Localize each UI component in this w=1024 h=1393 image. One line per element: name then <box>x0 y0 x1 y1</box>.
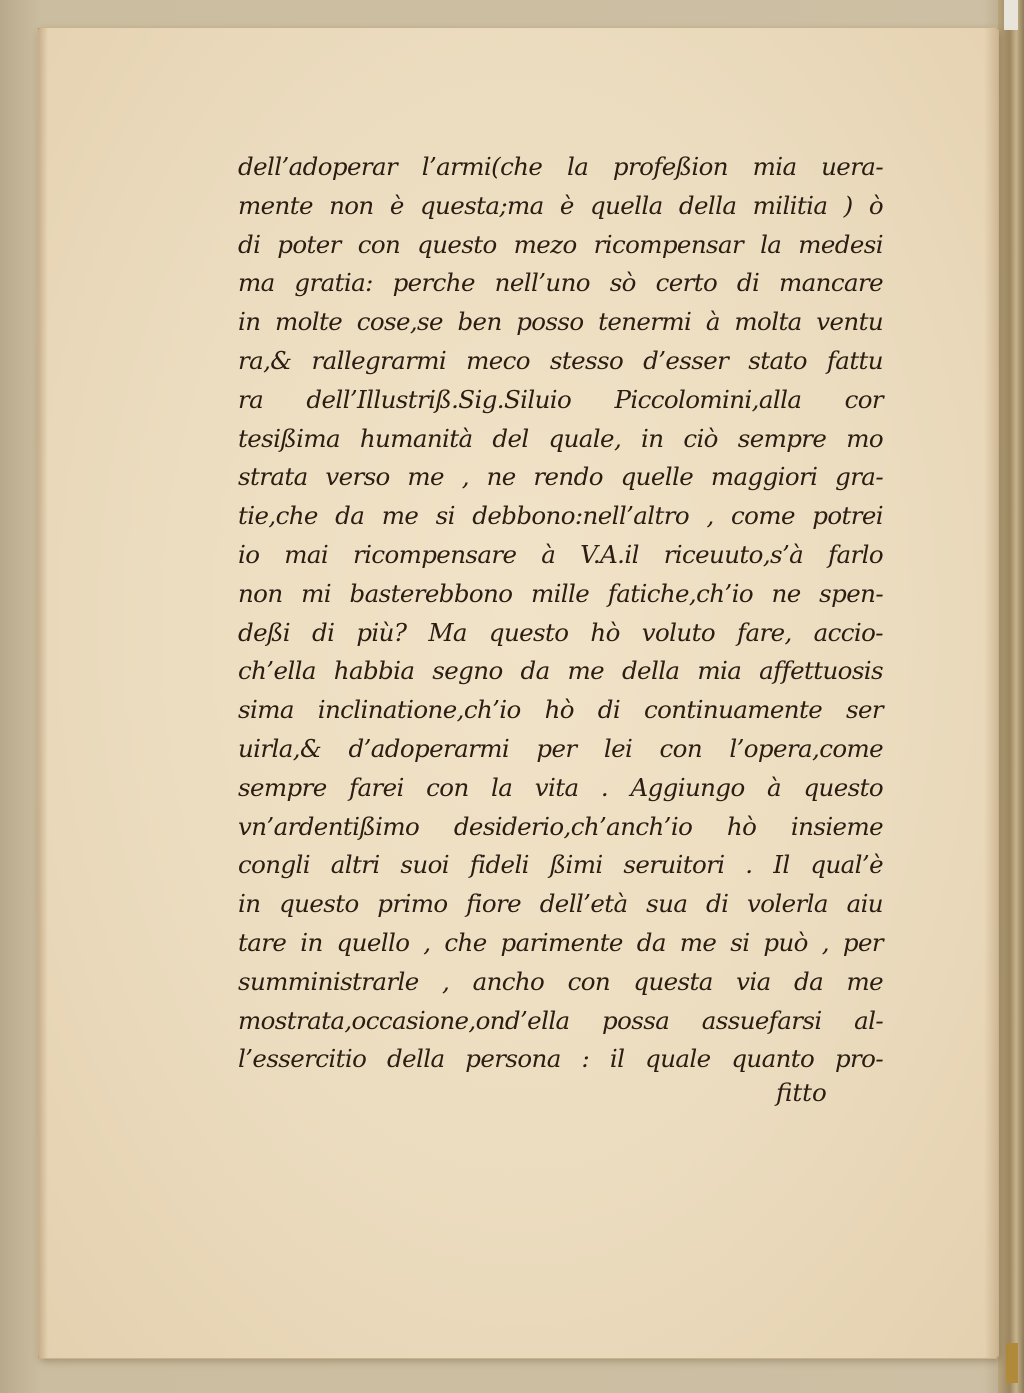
text-line: dell’adoperar l’armi(che la profeßion mia uera- <box>238 152 883 181</box>
text-line: tare in quello , che parimente da me si può , per <box>238 927 883 957</box>
book-page <box>38 28 998 1358</box>
text-line: tesißima humanità del quale, in ciò sempre mo <box>238 423 883 453</box>
text-line: ma gratia: perche nell’uno sò certo di mancare <box>238 268 883 298</box>
text-line: congli altri suoi fideli ßimi seruitori . Il qual’è <box>238 850 883 880</box>
text-line: io mai ricompensare à V.A.il riceuuto,s’à farlo <box>238 539 883 569</box>
text-line: ra dell’Illustriß.Sig.Siluio Piccolomini,alla cor <box>238 384 883 414</box>
text-line: in molte cose,se ben posso tenermi à molta ventu <box>238 307 883 337</box>
catchword: fitto <box>776 1078 827 1107</box>
body-text <box>238 148 883 1079</box>
text-line: ra,& rallegrarmi meco stesso d’esser stato fattu <box>238 345 883 375</box>
text-line: l’essercitio della persona : il quale quanto pro- <box>238 1044 883 1074</box>
text-line: tie,che da me si debbono:nell’altro , come potrei <box>238 501 883 531</box>
text-line: vn’ardentißimo desiderio,ch’anch’io hò insieme <box>238 811 883 841</box>
text-line: mente non è questa;ma è quella della militia ) ò <box>238 190 883 220</box>
text-line: uirla,& d’adoperarmi per lei con l’opera,come <box>238 733 883 763</box>
text-line: sima inclinatione,ch’io hò di continuamente ser <box>238 695 883 725</box>
text-line: in questo primo fiore dell’età sua di volerla aiu <box>238 889 883 919</box>
text-line: strata verso me , ne rendo quelle maggiori gra- <box>238 462 883 492</box>
text-line: deßi di più? Ma questo hò voluto fare, accio- <box>238 617 883 647</box>
text-line: sumministrarle , ancho con questa via da me <box>238 966 883 996</box>
book-binding-edge <box>998 0 1024 1393</box>
text-line: sempre farei con la vita . Aggiungo à questo <box>238 772 883 802</box>
text-line: di poter con questo mezo ricompensar la medesi <box>238 229 883 259</box>
text-line: non mi basterebbono mille fatiche,ch’io ne spen- <box>238 578 883 608</box>
text-line: ch’ella habbia segno da me della mia affettuosis <box>238 656 883 686</box>
text-line: mostrata,occasione,ond’ella possa assuefarsi al- <box>238 1005 883 1035</box>
